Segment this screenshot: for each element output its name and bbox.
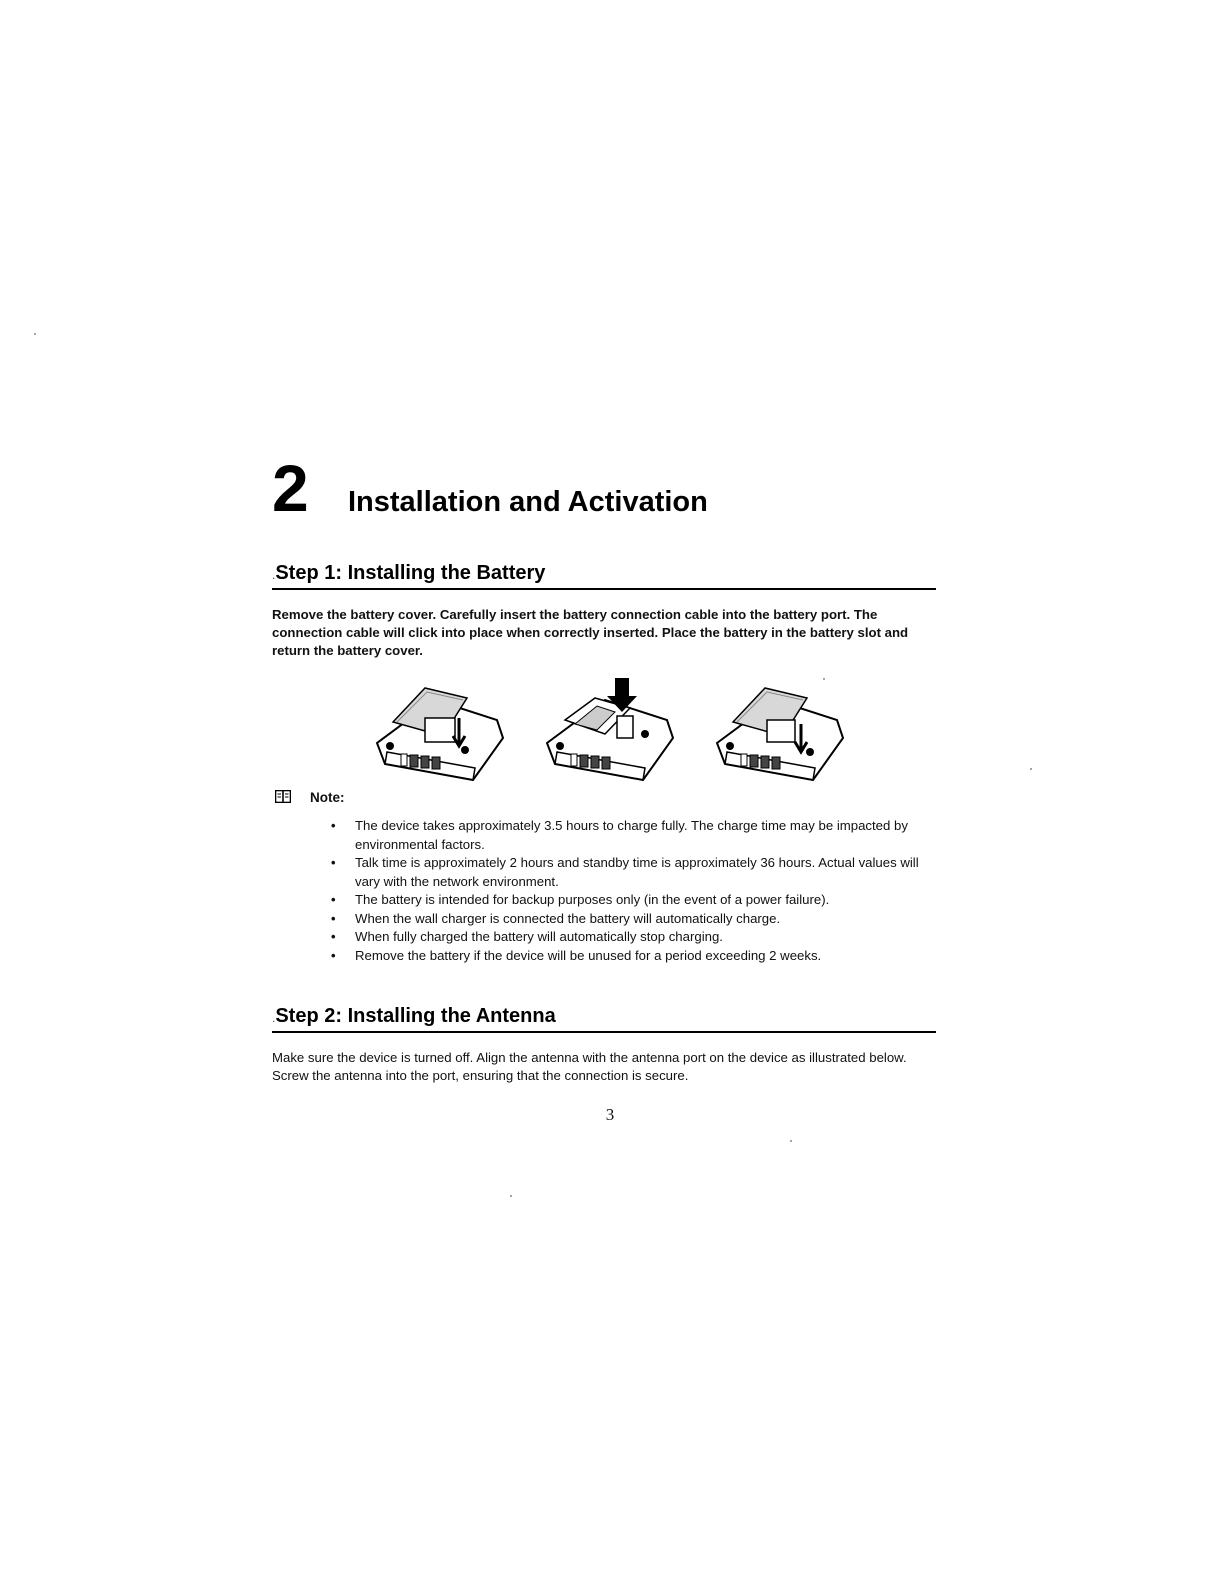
list-item-text: When fully charged the battery will automatically stop charging. — [355, 929, 723, 944]
bullet-icon: • — [331, 818, 336, 833]
list-item-text: Remove the battery if the device will be unused for a period exceeding 2 weeks. — [355, 947, 822, 963]
list-item — [328, 928, 928, 947]
step1-heading-text: Step 1: Installing the Battery — [275, 562, 546, 584]
list-item — [328, 910, 928, 929]
scan-speck — [34, 333, 36, 335]
step1-heading — [272, 561, 936, 590]
bullet-icon: • — [331, 855, 336, 870]
list-item-text: The battery is intended for backup purposes only (in the event of a power failure). — [355, 892, 830, 907]
scan-speck — [790, 1140, 792, 1142]
list-item — [328, 947, 928, 966]
battery-cover-return-illustration — [705, 678, 850, 788]
list-item-text: When the wall charger is connected the battery will automatically charge. — [355, 910, 781, 926]
page-number: 3 — [605, 1105, 615, 1124]
battery-insertion-illustration — [535, 678, 680, 788]
list-item — [328, 891, 928, 910]
note-label: Note: — [310, 790, 345, 805]
bullet-icon: • — [331, 947, 336, 963]
list-item-text: The device takes approximately 3.5 hours to charge fully. The charge time may be impacted by environmental factors. — [355, 818, 908, 852]
chapter-title: Installation and Activation — [348, 486, 708, 518]
step2-body: Make sure the device is turned off. Align the antenna with the antenna port on the device as illustrated below. Screw the antenna into the port, ensuring that the connection is secure. — [272, 1050, 907, 1083]
scan-speck — [1030, 768, 1032, 770]
scan-speck — [510, 1195, 512, 1197]
note-list — [328, 817, 928, 965]
bullet-icon: • — [331, 910, 336, 926]
chapter-number: 2 — [272, 451, 308, 525]
scan-mark: . — [272, 568, 276, 582]
battery-cover-removal-illustration — [365, 678, 510, 788]
book-icon — [275, 790, 291, 803]
list-item-text: Talk time is approximately 2 hours and standby time is approximately 36 hours. Actual values will vary with the network environment. — [355, 855, 919, 889]
step2-heading-text: Step 2: Installing the Antenna — [275, 1005, 556, 1027]
scan-mark: . — [272, 1011, 276, 1025]
battery-illustrations — [360, 678, 860, 788]
step1-body: Remove the battery cover. Carefully insert the battery connection cable into the battery port. The connection cable will click into place when correctly inserted. Place the battery in the battery slot and return the battery cover. — [272, 607, 909, 658]
list-item — [328, 817, 928, 854]
step2-heading — [272, 1004, 936, 1033]
list-item — [328, 854, 928, 891]
bullet-icon: • — [331, 892, 336, 907]
bullet-icon: • — [331, 929, 336, 944]
